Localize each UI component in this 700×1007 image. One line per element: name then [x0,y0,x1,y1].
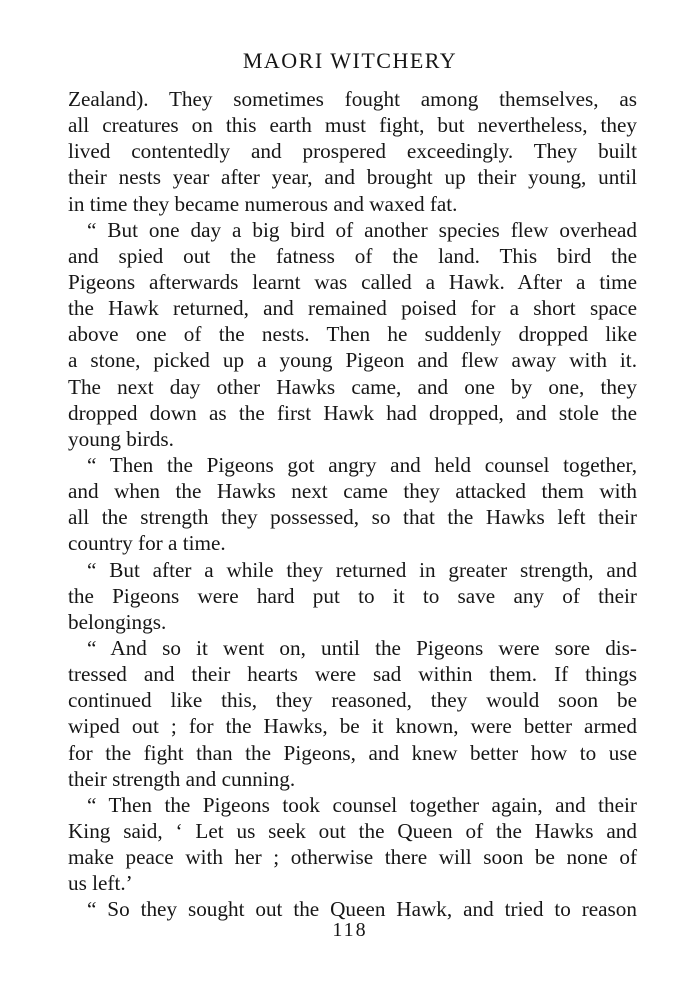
text-line: their nests year after year, and brought up their young, until [68,165,637,190]
paragraph-first-line: “ And so it went on, until the Pigeons were sore dis- [87,635,637,660]
text-line: continued like this, they reasoned, they would soon be [68,688,637,713]
text-line: country for a time. [68,531,226,556]
text-line: in time they became numerous and waxed fat. [68,191,458,216]
text-line: for the fight than the Pigeons, and knew better how to use [68,740,637,765]
text-line: us left.’ [68,871,133,896]
text-line: Pigeons afterwards learnt was called a Hawk. After a time [68,269,637,294]
text-line: King said, ‘ Let us seek out the Queen of the Hawks and [68,818,637,843]
text-line: and when the Hawks next came they attacked them with [68,479,637,504]
text-line: the Pigeons were hard put to it to save any of their [68,583,637,608]
text-line: lived contentedly and prospered exceedingly. They built [68,139,637,164]
body-text [68,86,637,923]
text-line: a stone, picked up a young Pigeon and flew away with it. [68,348,637,373]
text-line: tressed and their hearts were sad within them. If things [68,662,637,687]
page-number: 118 [332,919,368,941]
text-line: Zealand). They sometimes fought among themselves, as [68,87,637,111]
paragraph-first-line: “ But one day a big bird of another species flew overhead [87,217,637,242]
text-line: young birds. [68,426,174,451]
paragraph-first-line: “ So they sought out the Queen Hawk, and tried to reason [87,897,637,922]
text-line: The next day other Hawks came, and one by one, they [68,374,637,399]
text-line: all the strength they possessed, so that the Hawks left their [68,505,637,530]
text-line: belongings. [68,609,167,634]
paragraph-first-line: “ Then the Pigeons got angry and held counsel together, [87,452,637,477]
text-line: above one of the nests. Then he suddenly dropped like [68,322,637,347]
text-line: the Hawk returned, and remained poised for a short space [68,296,637,321]
text-line: dropped down as the first Hawk had dropped, and stole the [68,400,637,425]
paragraph-first-line: “ But after a while they returned in greater strength, and [87,557,637,582]
text-line: wiped out ; for the Hawks, be it known, were better armed [68,714,637,739]
text-line: their strength and cunning. [68,766,296,791]
paragraph-first-line: “ Then the Pigeons took counsel together again, and their [87,792,637,817]
text-line: all creatures on this earth must fight, but nevertheless, they [68,113,637,138]
text-line: and spied out the fatness of the land. This bird the [68,243,637,268]
running-head: MAORI WITCHERY [242,48,458,73]
text-line: make peace with her ; otherwise there will soon be none of [68,845,637,870]
